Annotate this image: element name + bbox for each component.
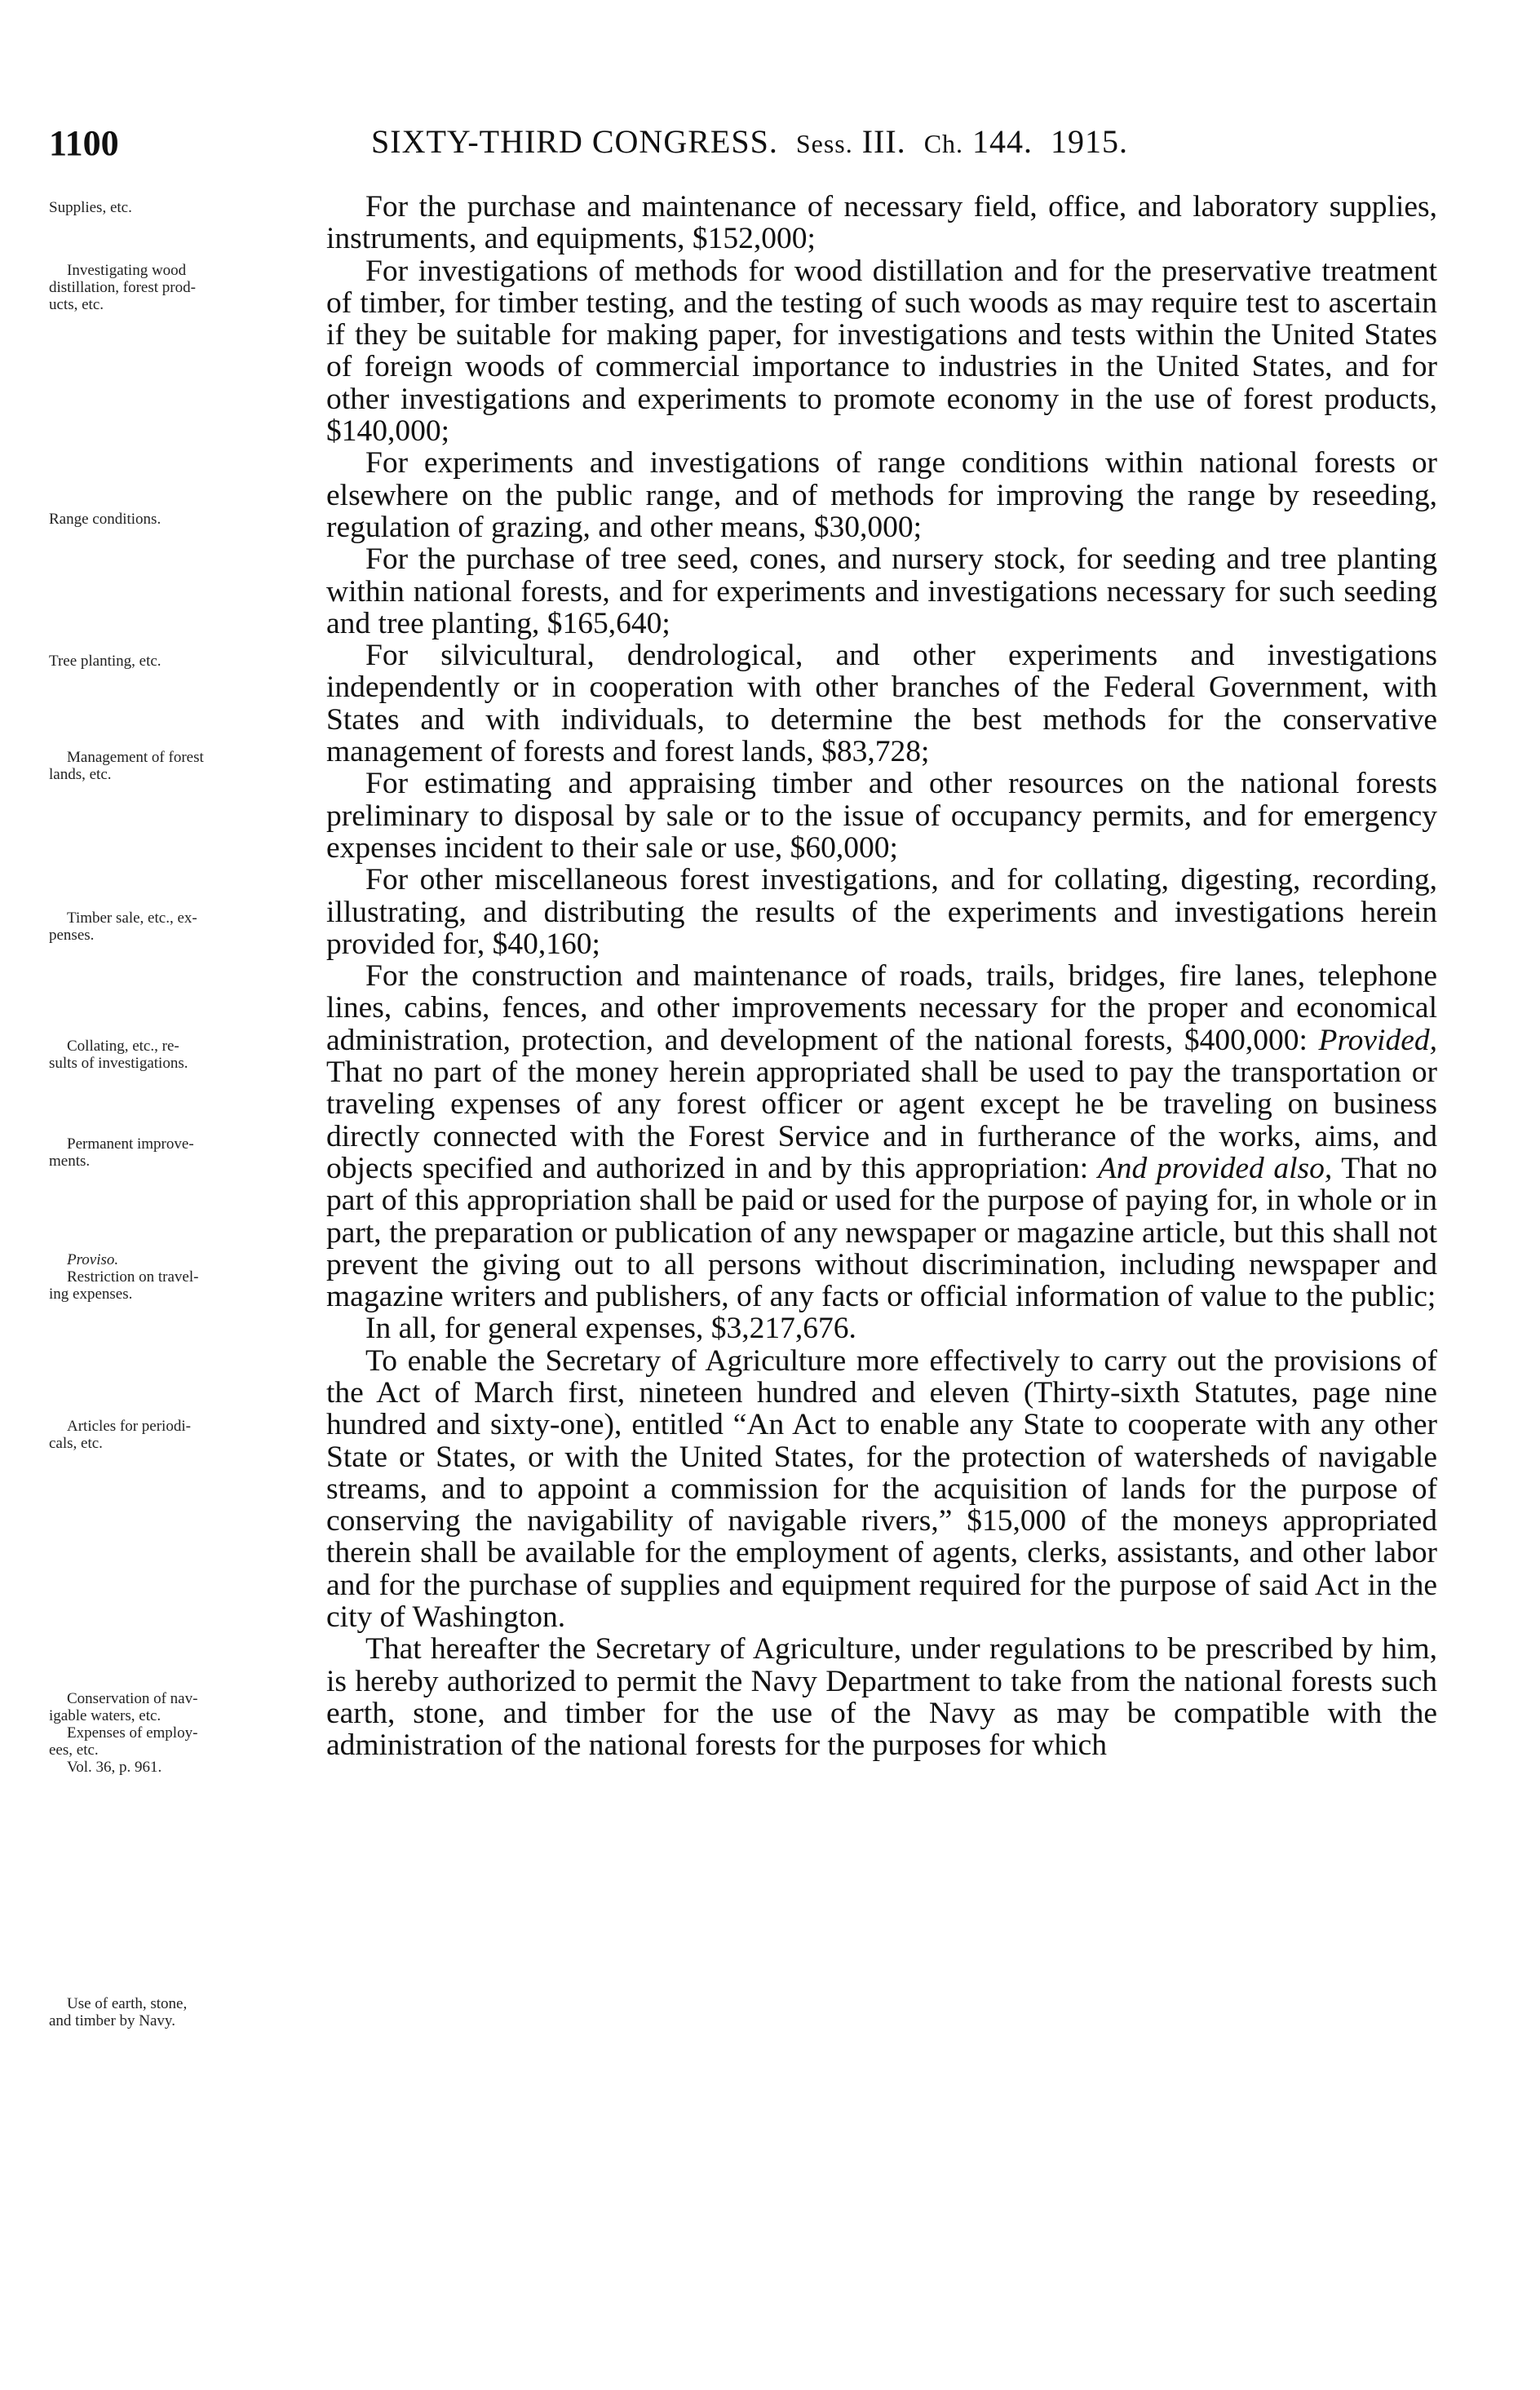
paragraph-permanent-improvements: For the construction and maintenance of roads, trails, bridges, fire lanes, telephone lines, cabins, fences, and other improvements necessary for the proper and economical administration, protection, and development of the national forests, $400,000: Provided, That no part of the money herein appropriated shall be used to pay the transportation or traveling expenses of any forest officer or agent except he be traveling on business directly connected with the Forest Service and in furtherance of the works, aims, and objects specified and authorized in and by this appropriation: And provided also, That no part of this appropriation shall be paid or used for the purpose of paying for, in whole or in part, the preparation or publication of any newspaper or magazine article, but this shall not prevent the giving out to all persons without discrimination, including newspaper and magazine writers and publishers, of any facts or official information of value to the public; [326, 959, 1438, 1314]
statute-body [326, 191, 1437, 1762]
margin-note-range-conditions: Range conditions. [49, 511, 162, 528]
margin-note-collating: Collating, etc., re- sults of investigations. [49, 1038, 188, 1072]
paragraph-total-general-expenses: In all, for general expenses, $3,217,676. [365, 1312, 856, 1346]
margin-note-permanent-improvements: Permanent improve- ments. [49, 1135, 194, 1170]
paragraph-timber-sale: For estimating and appraising timber and other resources on the national forests preliminary to disposal by sale or to the issue of occupancy permits, and for emergency expenses incident to their sale or use, $60,000; [326, 767, 1437, 865]
congress-title: SIXTY-THIRD CONGRESS. [371, 123, 778, 160]
year: 1915. [1051, 123, 1129, 160]
paragraph-range-conditions: For experiments and investigations of range conditions within national forests or elsewhere on the public range, and of methods for improving the range by reseeding, regulation of grazing, and other means, $30,000; [326, 446, 1437, 544]
margin-note-periodicals: Articles for periodi- cals, etc. [49, 1418, 191, 1452]
margin-notes [49, 0, 326, 2390]
margin-note-navigable-waters: Conservation of nav- igable waters, etc. Expenses of employ- ees, etc. Vol. 36, p. 961. [49, 1690, 198, 1776]
session-number: III. [861, 123, 906, 160]
margin-note-navy-materials: Use of earth, stone, and timber by Navy. [49, 1995, 188, 2029]
and-provided-also-keyword: And provided also, [1097, 1151, 1333, 1185]
paragraph-forest-management: For silvicultural, dendrological, and other experiments and investigations independently or in cooperation with other branches of the Federal Government, with States and with individuals, to determine the best methods for the conservative management of forests and forest lands, $83,728; [326, 639, 1437, 769]
margin-note-proviso-travel: Proviso. Restriction on travel- ing expenses. [49, 1251, 199, 1303]
chapter-label: Ch. [923, 129, 964, 158]
chapter-number: 144. [972, 123, 1033, 160]
paragraph-navy-materials: That hereafter the Secretary of Agriculture, under regulations to be prescribed by him, is hereby authorized to permit the Navy Department to take from the national forests such earth, stone, and timber for the use of the Navy as may be compatible with the administration of the national forests for the purposes for which [326, 1632, 1437, 1763]
page-number: 1100 [49, 123, 119, 163]
provided-keyword: Provided, [1318, 1023, 1437, 1057]
paragraph-navigable-waters: To enable the Secretary of Agriculture more effectively to carry out the provisions of the Act of March first, nineteen hundred and eleven (Thirty-sixth Statutes, page nine hundred and sixty-one), entitled “An Act to enable any State to cooperate with any other State or States, or with the United States, for the protection of watersheds of navigable streams, and to appoint a commission for the acquisition of lands for the purpose of conserving the navigability of navigable rivers,” $15,000 of the moneys appropriated therein shall be available for the employment of agents, clerks, assistants, and other labor and for the purchase of supplies and equipment required for the purpose of said Act in the city of Washington. [326, 1343, 1437, 1635]
margin-note-wood-distillation: Investigating wood distillation, forest prod- ucts, etc. [49, 262, 196, 313]
paragraph-collating: For other miscellaneous forest investigations, and for collating, digesting, recording, illustrating, and distributing the results of the experiments and investigations herein provided for, $40,160; [326, 863, 1437, 961]
paragraph-supplies: For the purchase and maintenance of necessary field, office, and laboratory supplies, instruments, and equipments, $152,000; [326, 190, 1437, 256]
running-title [371, 122, 1128, 161]
paragraph-wood-distillation: For investigations of methods for wood distillation and for the preservative treatment of timber, for timber testing, and the testing of such woods as may require test to ascertain if they be suitable for making paper, for investigations and tests within the United States of foreign woods of commercial importance to industries in the United States, and for other investigations and experiments to promote economy in the use of forest products, $140,000; [326, 254, 1437, 449]
margin-note-timber-sale: Timber sale, etc., ex- penses. [49, 910, 197, 944]
margin-note-supplies: Supplies, etc. [49, 199, 132, 216]
session-label: Sess. [795, 129, 853, 158]
paragraph-tree-planting: For the purchase of tree seed, cones, and nursery stock, for seeding and tree planting within national forests, and for experiments and investigations necessary for such seeding and tree planting, $165,640; [326, 542, 1437, 640]
margin-note-forest-management: Management of forest lands, etc. [49, 749, 204, 783]
margin-note-tree-planting: Tree planting, etc. [49, 653, 162, 670]
